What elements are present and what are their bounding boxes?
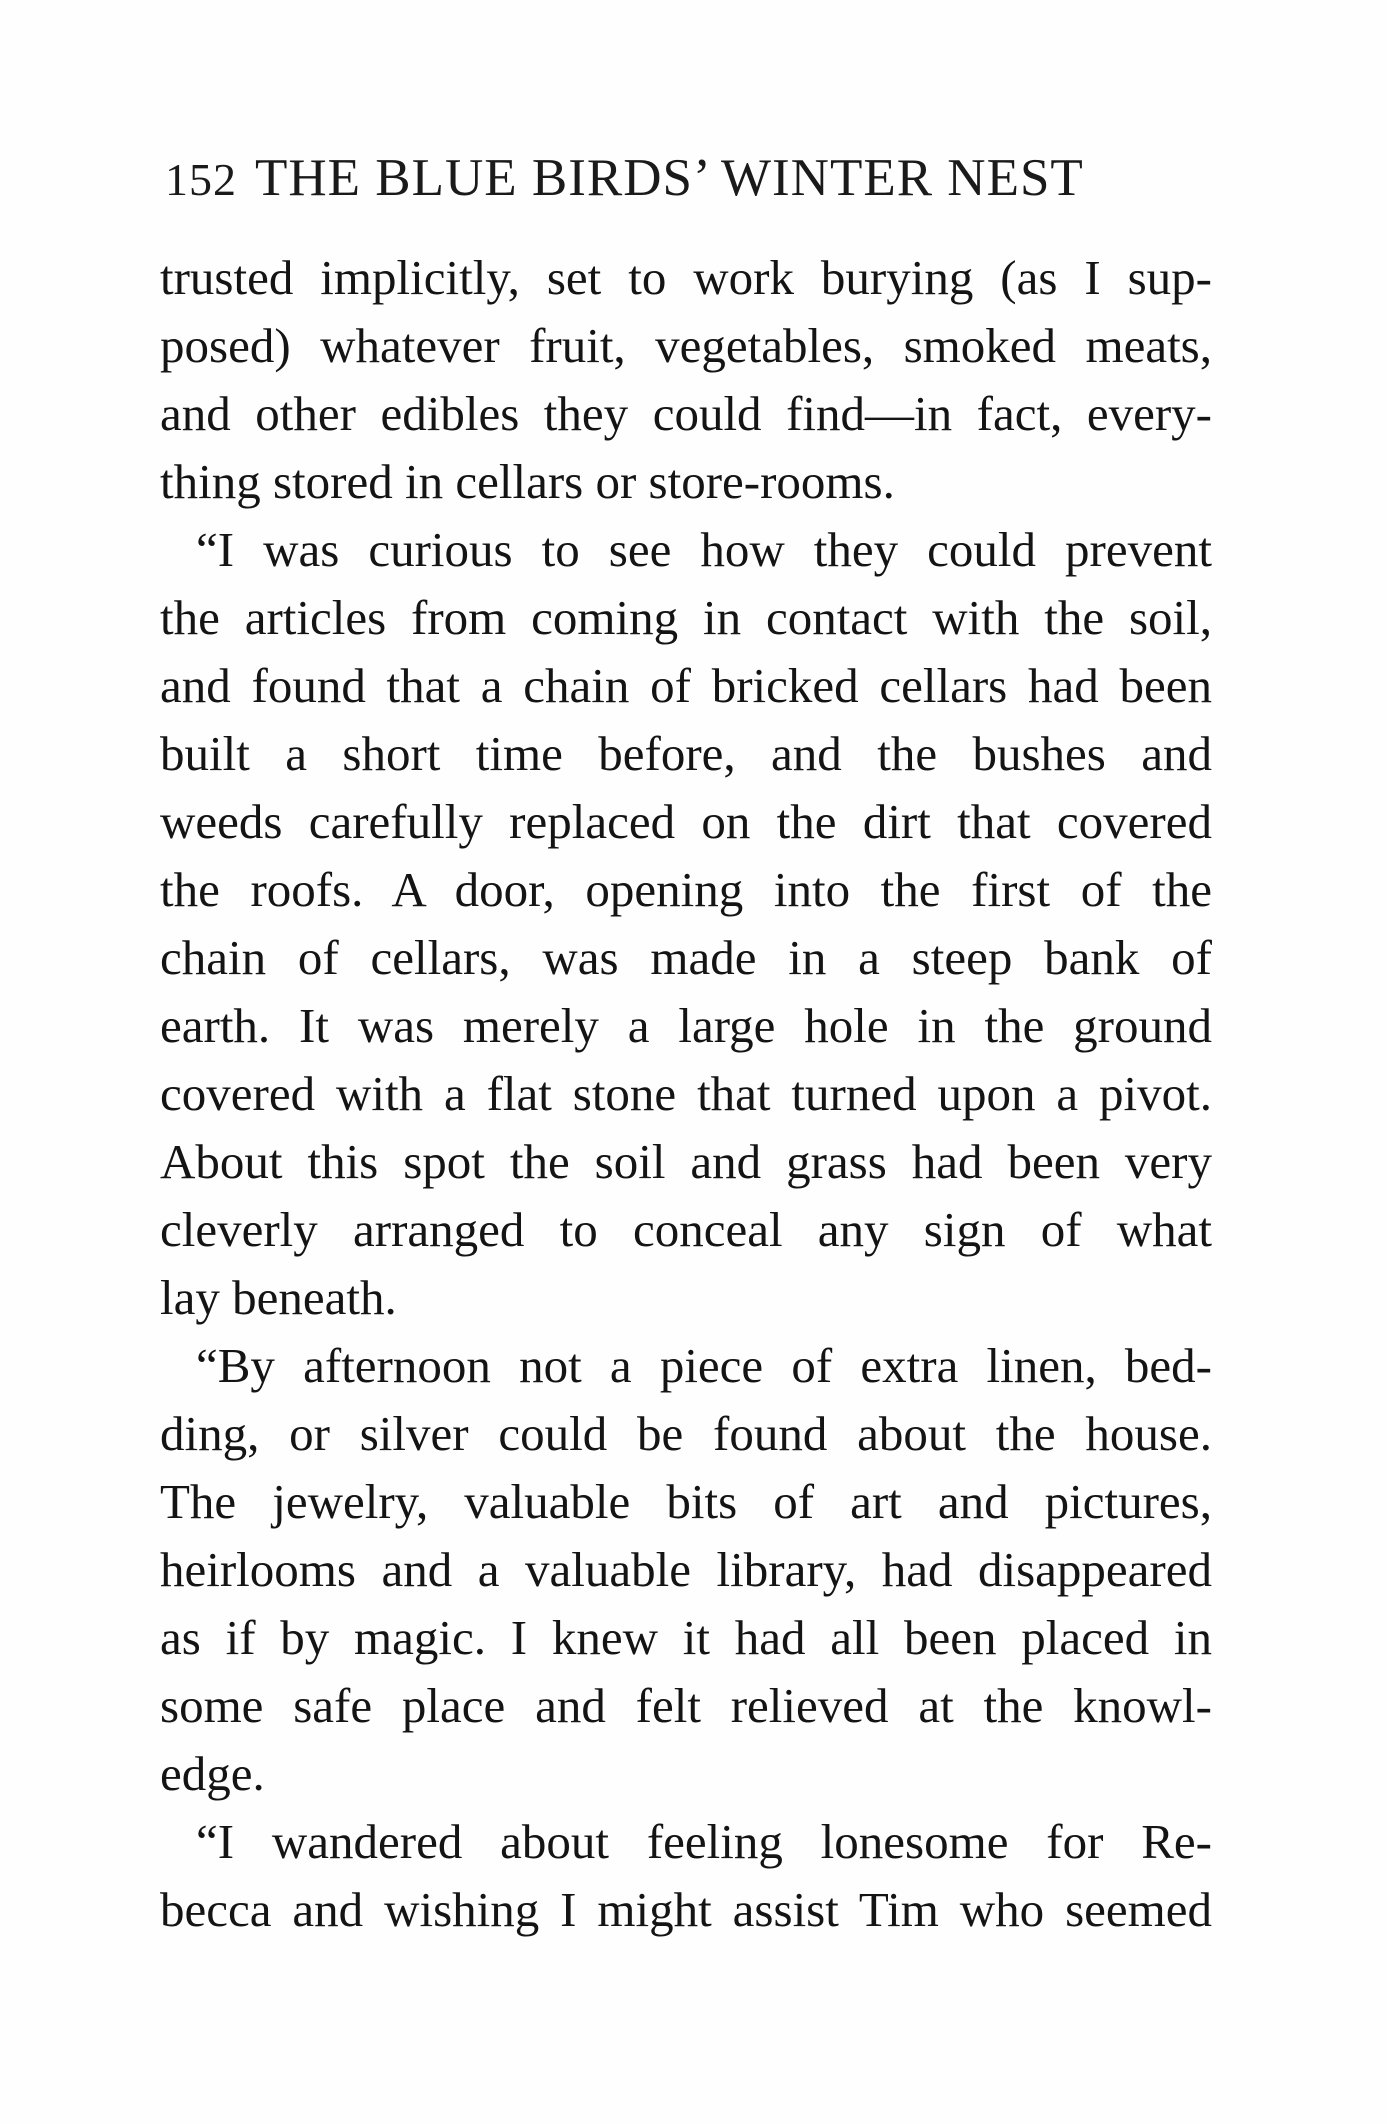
- text-line: trusted implicitly, set to work burying (as I sup-: [160, 250, 1212, 305]
- text-line: the articles from coming in contact with the soil,: [160, 590, 1212, 645]
- text-line: heirlooms and a valuable library, had disappeared: [160, 1542, 1212, 1597]
- text-line: and other edibles they could find—in fact, every-: [160, 386, 1212, 441]
- text-line: weeds carefully replaced on the dirt that covered: [160, 794, 1212, 849]
- paragraph: [160, 1808, 1212, 1944]
- text-line: ding, or silver could be found about the house.: [160, 1406, 1212, 1461]
- running-title: THE BLUE BIRDS’ WINTER NEST: [255, 149, 1084, 207]
- text-line: The jewelry, valuable bits of art and pictures,: [160, 1474, 1212, 1529]
- text-line: as if by magic. I knew it had all been placed in: [160, 1610, 1212, 1665]
- body-text: [160, 244, 1212, 1944]
- text-line: some safe place and felt relieved at the knowl-: [160, 1678, 1212, 1733]
- paragraph: [160, 244, 1212, 516]
- page-header: [165, 148, 1215, 218]
- text-line: edge.: [160, 1746, 265, 1801]
- text-line: lay beneath.: [160, 1270, 397, 1325]
- text-line: and found that a chain of bricked cellars had been: [160, 658, 1212, 713]
- text-line: “I was curious to see how they could prevent: [196, 522, 1212, 577]
- page-number: 152: [165, 154, 237, 205]
- text-line: covered with a flat stone that turned upon a pivot.: [160, 1066, 1212, 1121]
- text-line: chain of cellars, was made in a steep bank of: [160, 930, 1212, 985]
- text-line: posed) whatever fruit, vegetables, smoked meats,: [160, 318, 1212, 373]
- paragraph: [160, 1332, 1212, 1808]
- text-line: “By afternoon not a piece of extra linen, bed-: [196, 1338, 1212, 1393]
- paragraph: [160, 516, 1212, 1332]
- text-line: becca and wishing I might assist Tim who seemed: [160, 1882, 1212, 1937]
- text-line: cleverly arranged to conceal any sign of what: [160, 1202, 1212, 1257]
- text-line: earth. It was merely a large hole in the ground: [160, 998, 1212, 1053]
- text-line: “I wandered about feeling lonesome for Re-: [196, 1814, 1212, 1869]
- text-line: About this spot the soil and grass had been very: [160, 1134, 1212, 1189]
- text-line: built a short time before, and the bushes and: [160, 726, 1212, 781]
- text-line: the roofs. A door, opening into the first of the: [160, 862, 1212, 917]
- text-line: thing stored in cellars or store-rooms.: [160, 454, 895, 509]
